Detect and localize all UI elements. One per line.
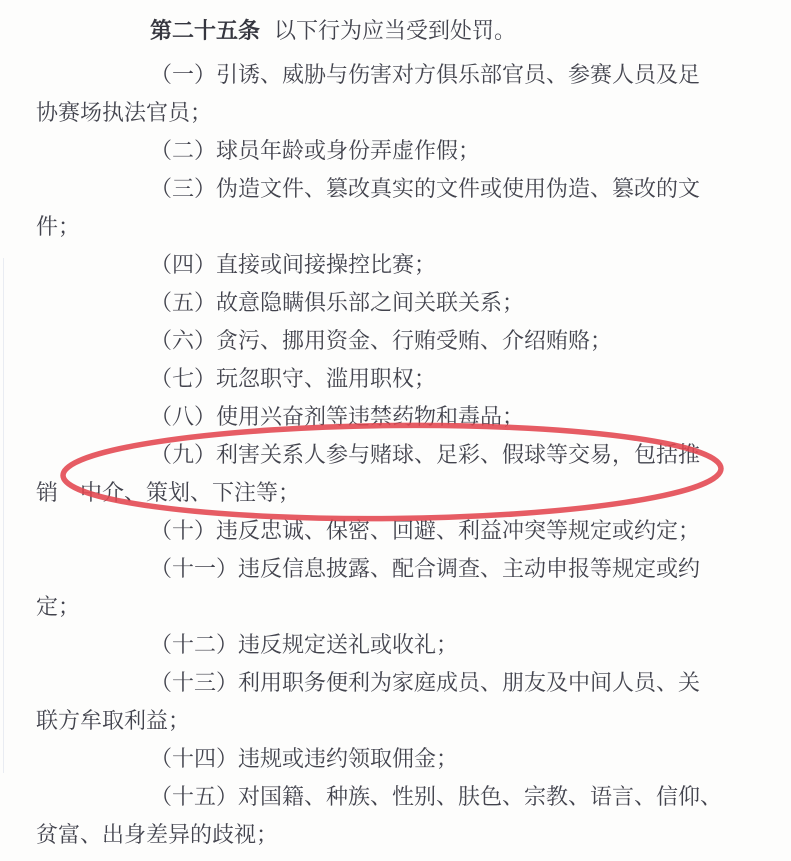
- item-line: （十五）对国籍、种族、性别、肤色、宗教、语言、信仰、: [150, 784, 723, 809]
- item-line: 定；: [36, 594, 81, 619]
- item-line: （二）球员年龄或身份弄虚作假；: [150, 138, 481, 163]
- item-line: （六）贪污、挪用资金、行贿受贿、介绍贿赂；: [150, 328, 613, 353]
- item-line: 协赛场执法官员；: [36, 100, 213, 125]
- item-line: （九）利害关系人参与赌球、足彩、假球等交易，包括推: [150, 442, 701, 467]
- item-line: （十一）违反信息披露、配合调查、主动申报等规定或约: [150, 556, 701, 581]
- article-heading-text: 以下行为应当受到处罚。: [274, 18, 517, 43]
- item-line: 联方牟取利益；: [36, 708, 191, 733]
- item-line: （五）故意隐瞒俱乐部之间关联关系；: [150, 290, 525, 315]
- item-line: 贫富、出身差异的歧视；: [36, 822, 279, 847]
- item-line: （七）玩忽职守、滥用职权；: [150, 366, 437, 391]
- article-heading: [36, 12, 741, 50]
- item-line: （八）使用兴奋剂等违禁药物和毒品；: [150, 404, 525, 429]
- item-line: （十三）利用职务便利为家庭成员、朋友及中间人员、关: [150, 670, 701, 695]
- item-line: 销 中介、策划、下注等；: [36, 480, 301, 505]
- item-line: （十二）违反规定送礼或收礼；: [150, 632, 459, 657]
- item-line: 件；: [36, 214, 81, 239]
- item-line: （四）直接或间接操控比赛；: [150, 252, 437, 277]
- item-line: （一）引诱、威胁与伤害对方俱乐部官员、参赛人员及足: [150, 62, 701, 87]
- scan-artifact-line: [3, 258, 4, 773]
- item-line: （十）违反忠诚、保密、回避、利益冲突等规定或约定；: [150, 518, 701, 543]
- item-line: （十四）违规或违约领取佣金；: [150, 746, 459, 771]
- article-number: 第二十五条: [150, 18, 261, 43]
- item-line: （三）伪造文件、篡改真实的文件或使用伪造、篡改的文: [150, 176, 701, 201]
